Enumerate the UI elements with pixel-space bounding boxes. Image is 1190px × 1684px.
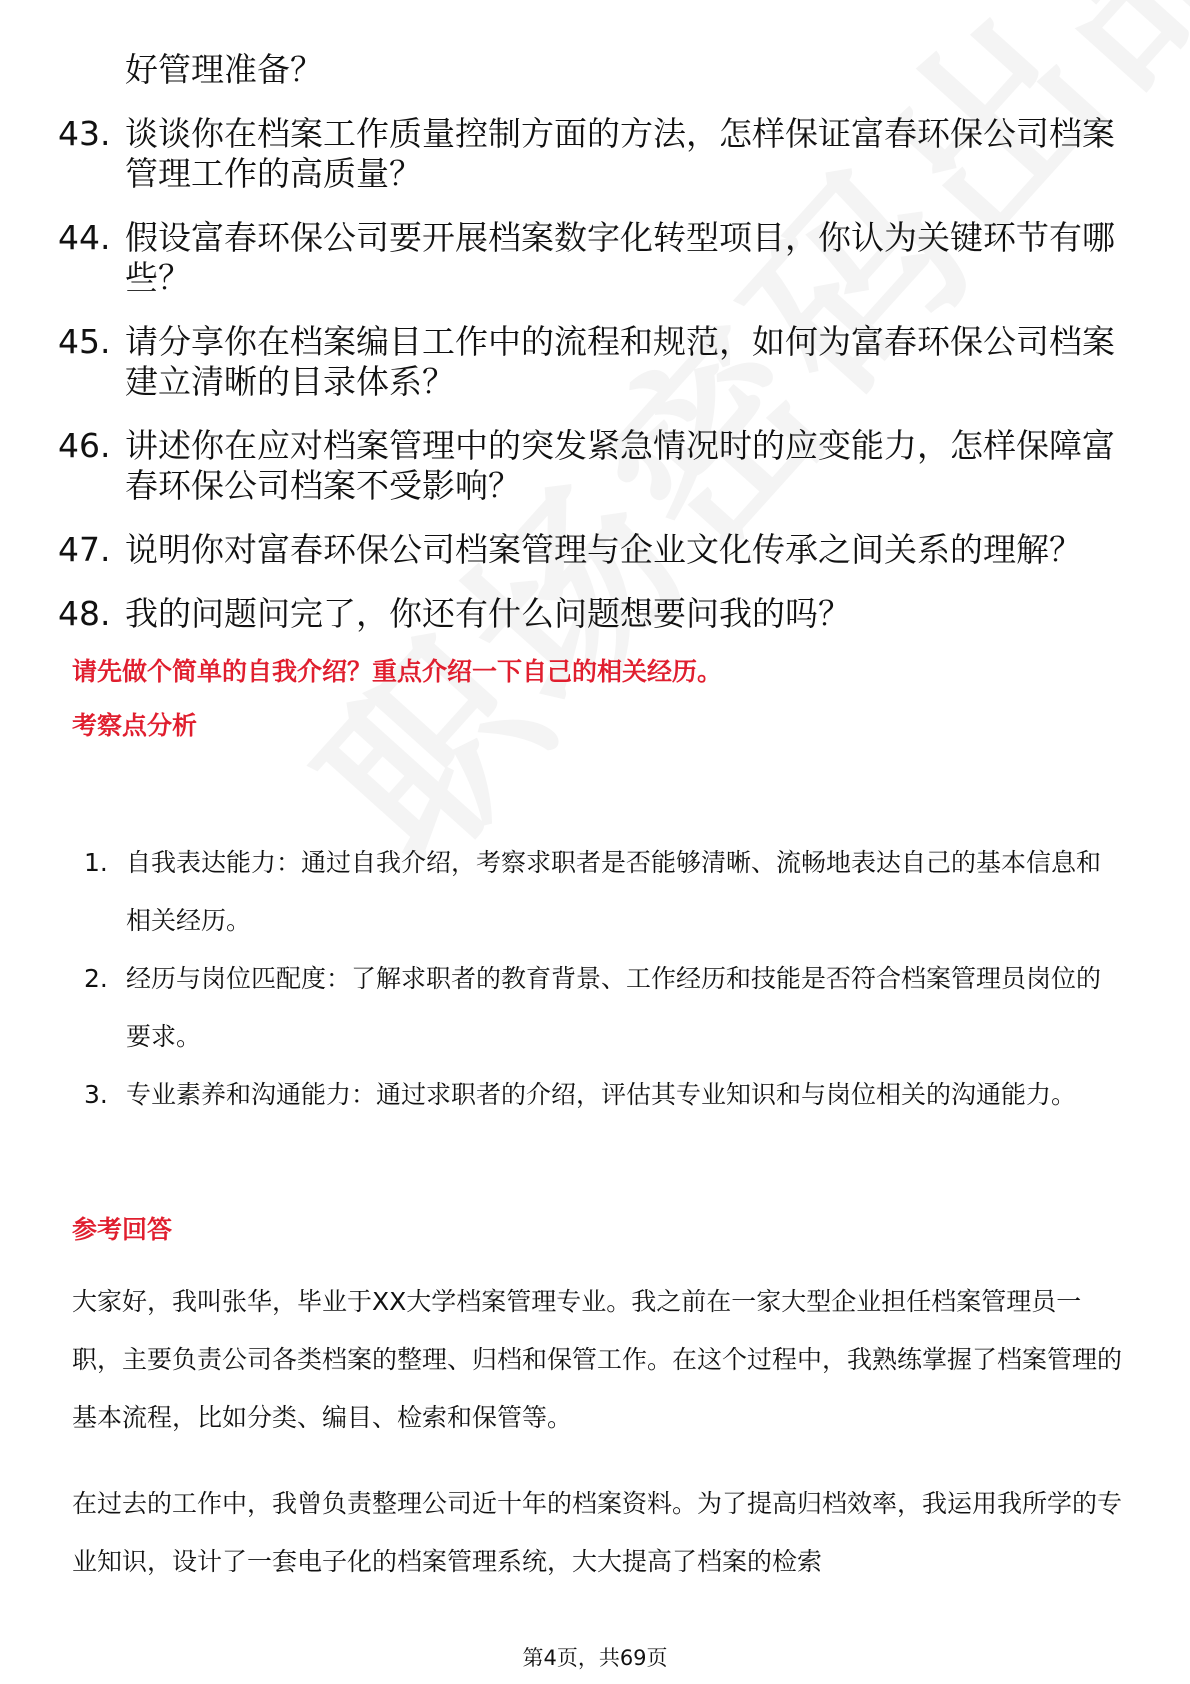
analysis-text: 经历与岗位匹配度：了解求职者的教育背景、工作经历和技能是否符合档案管理员岗位的要求。 [126, 964, 1102, 1051]
analysis-item [84, 950, 1124, 1066]
analysis-number: 2. [84, 964, 108, 993]
question-item [58, 530, 1118, 570]
question-text: 我的问题问完了，你还有什么问题想要问我的吗？ [125, 594, 851, 633]
question-text: 假设富春环保公司要开展档案数字化转型项目，你认为关键环节有哪些？ [125, 218, 1115, 297]
question-number: 45. [58, 322, 111, 361]
question-number: 47. [58, 530, 111, 569]
analysis-item [84, 1066, 1124, 1124]
answer-paragraph: 在过去的工作中，我曾负责整理公司近十年的档案资料。为了提高归档效率，我运用我所学的专业知识，设计了一套电子化的档案管理系统，大大提高了档案的检索 [72, 1489, 1123, 1576]
section-question: 请先做个简单的自我介绍？重点介绍一下自己的相关经历。 [72, 657, 723, 686]
question-item [58, 114, 1118, 194]
question-text: 讲述你在应对档案管理中的突发紧急情况时的应变能力，怎样保障富春环保公司档案不受影响？ [125, 426, 1115, 505]
question-item [58, 426, 1118, 506]
analysis-number: 3. [84, 1080, 108, 1109]
question-continuation: 好管理准备？ [125, 50, 323, 89]
question-text: 说明你对富春环保公司档案管理与企业文化传承之间关系的理解？ [125, 530, 1082, 569]
question-number: 44. [58, 218, 111, 257]
answer-heading: 参考回答 [72, 1215, 173, 1244]
question-text: 谈谈你在档案工作质量控制方面的方法，怎样保证富春环保公司档案管理工作的高质量？ [125, 114, 1115, 193]
question-number: 43. [58, 114, 111, 153]
question-item [58, 594, 1118, 634]
question-text: 请分享你在档案编目工作中的流程和规范，如何为富春环保公司档案建立清晰的目录体系？ [125, 322, 1115, 401]
analysis-item [84, 834, 1124, 950]
question-number: 48. [58, 594, 111, 633]
page-footer: 第4页，共69页 [522, 1646, 668, 1670]
analysis-text: 专业素养和沟通能力：通过求职者的介绍，评估其专业知识和与岗位相关的沟通能力。 [126, 1080, 1077, 1109]
question-item [58, 218, 1118, 298]
analysis-list [84, 834, 1124, 1124]
analysis-text: 自我表达能力：通过自我介绍，考察求职者是否能够清晰、流畅地表达自己的基本信息和相关经历。 [126, 848, 1102, 935]
question-number: 46. [58, 426, 111, 465]
answer-paragraph: 大家好，我叫张华，毕业于XX大学档案管理专业。我之前在一家大型企业担任档案管理员一职，主要负责公司各类档案的整理、归档和保管工作。在这个过程中，我熟练掌握了档案管理的基本流程，比如分类、编目、检索和保管等。 [72, 1287, 1123, 1432]
question-item [58, 322, 1118, 402]
analysis-number: 1. [84, 848, 108, 877]
analysis-heading: 考察点分析 [72, 711, 198, 740]
question-list [58, 114, 1118, 658]
